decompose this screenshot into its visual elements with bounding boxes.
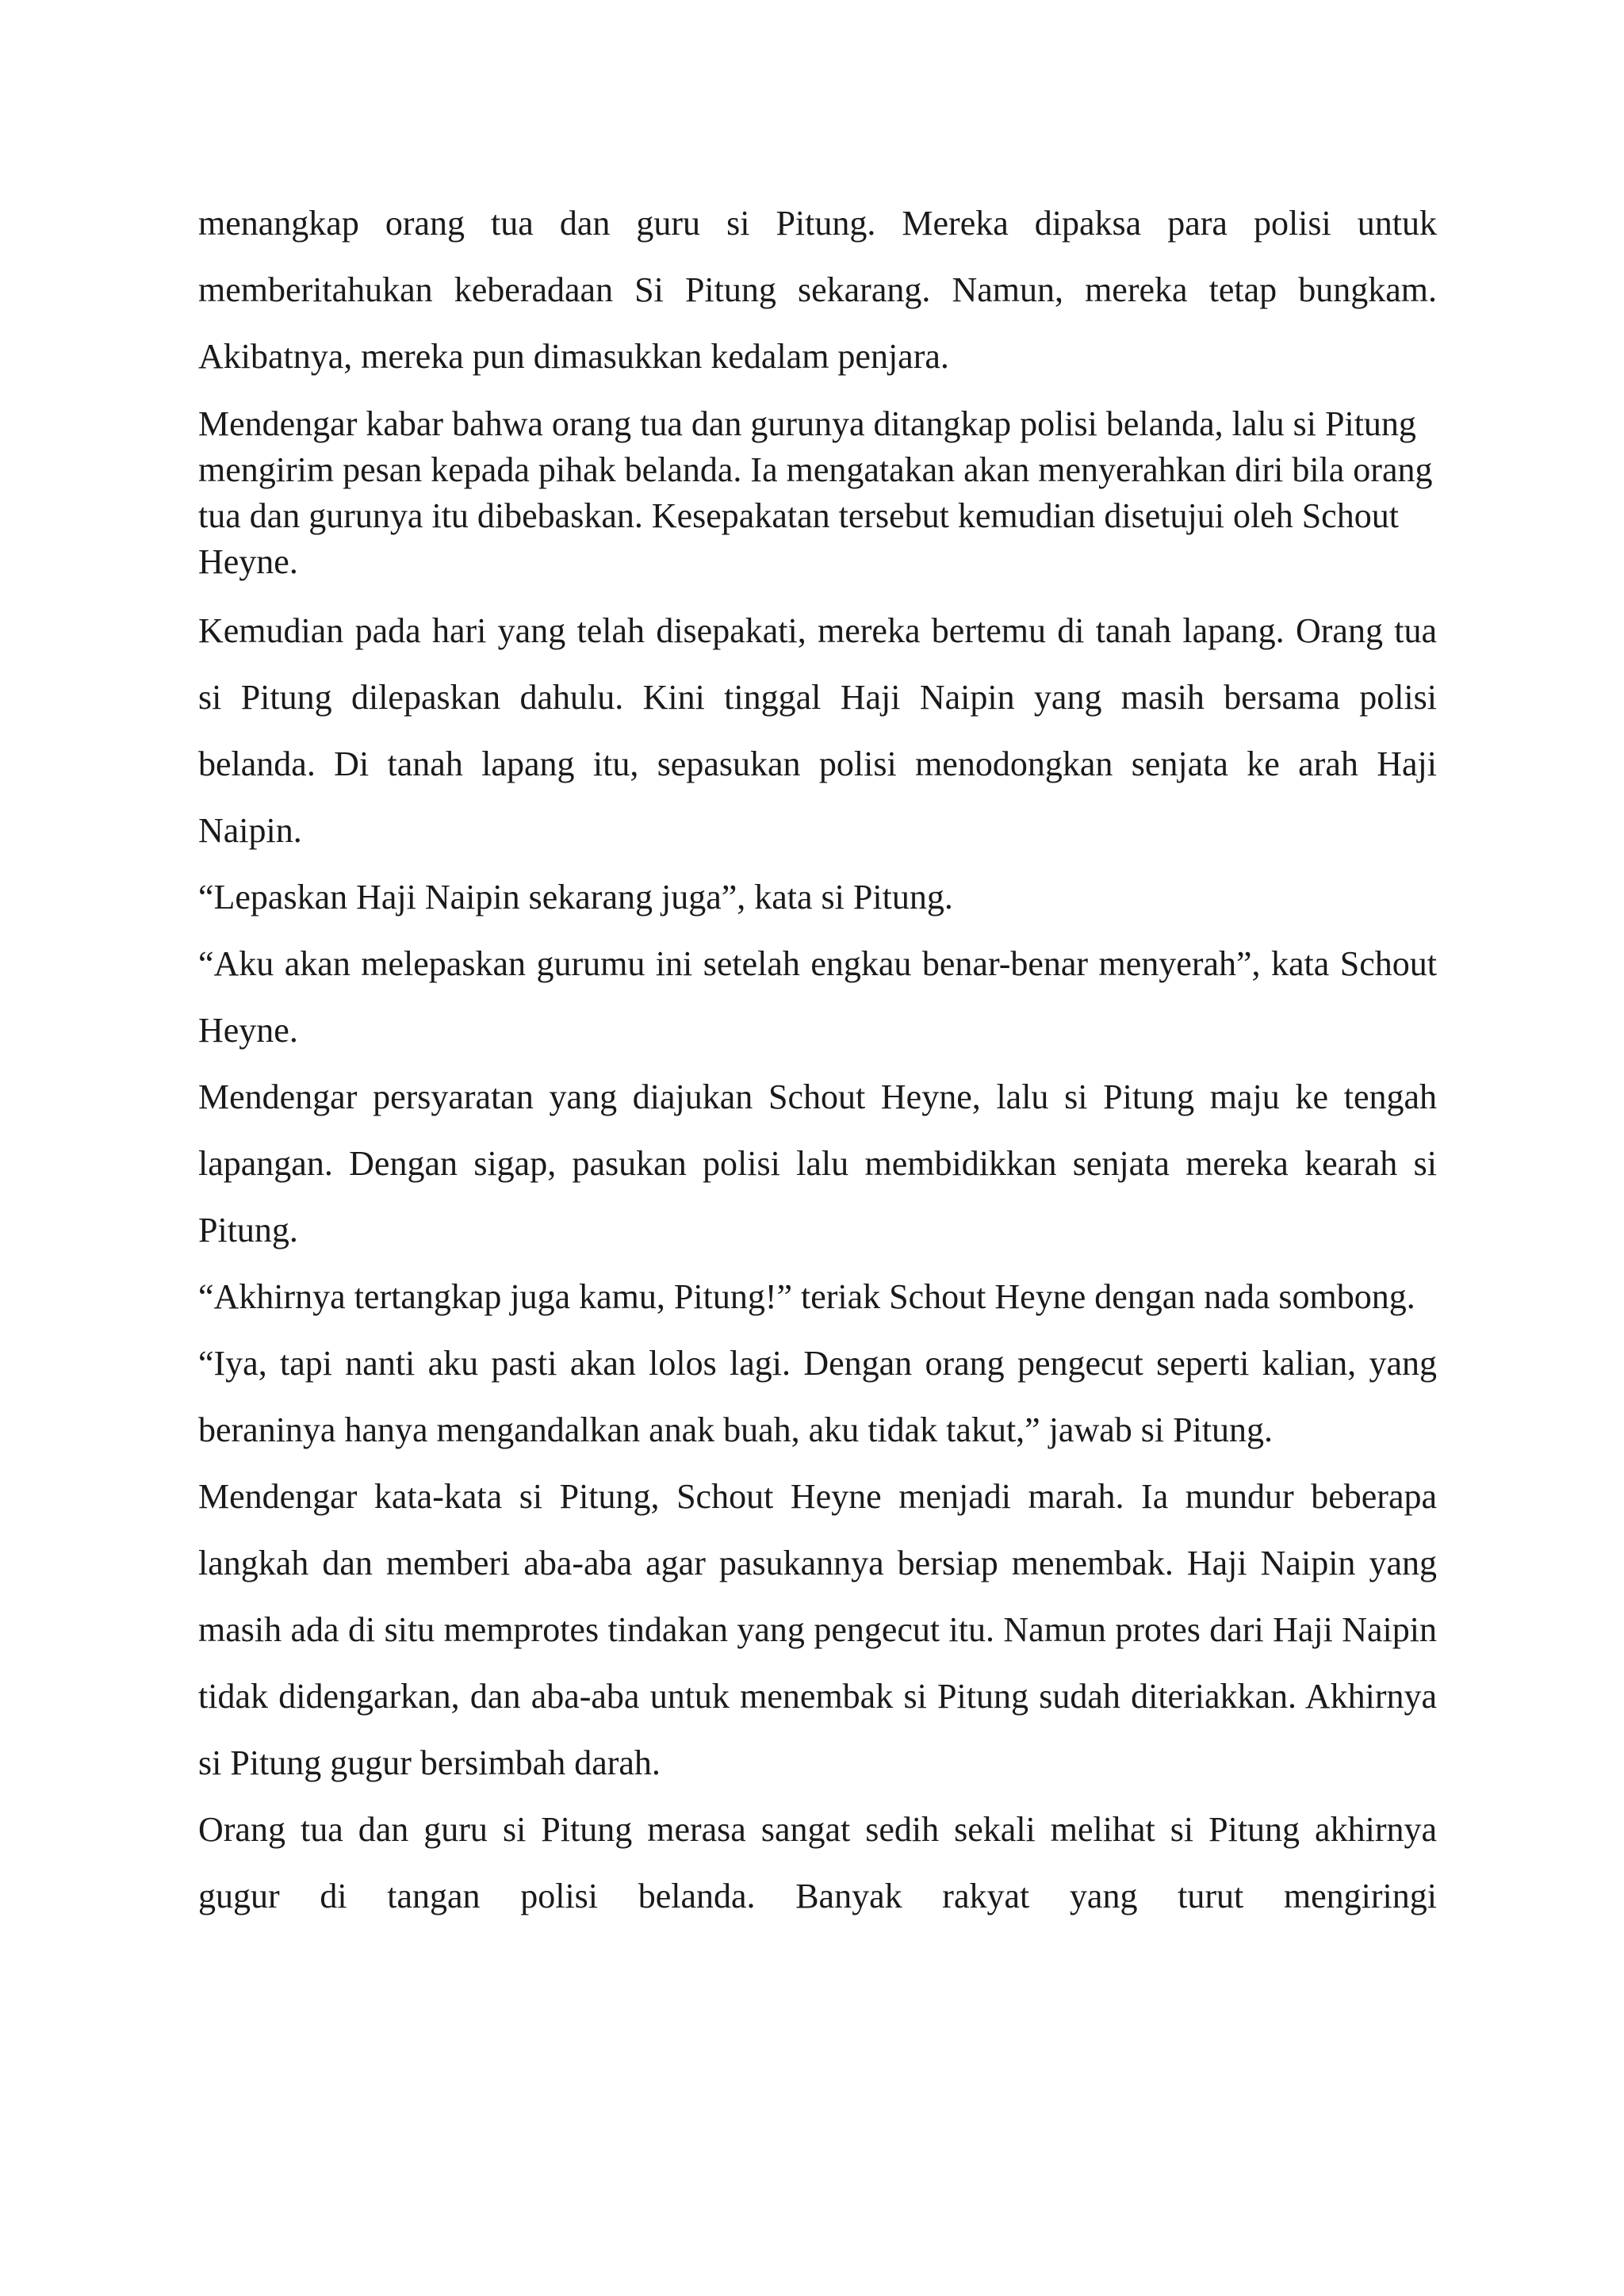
paragraph-4: “Lepaskan Haji Naipin sekarang juga”, kata si Pitung. (198, 878, 953, 916)
paragraph-6: Mendengar persyaratan yang diajukan Schout Heyne, lalu si Pitung maju ke tengah lapangan. Dengan sigap, pasukan polisi lalu membidikkan senjata mereka kearah si Pitung. (198, 1077, 1437, 1249)
paragraph-10: Orang tua dan guru si Pitung merasa sangat sedih sekali melihat si Pitung akhirnya gugur di tangan polisi belanda. Banyak rakyat yang turut mengiringi (198, 1810, 1437, 1915)
paragraph-3: Kemudian pada hari yang telah disepakati, mereka bertemu di tanah lapang. Orang tua si Pitung dilepaskan dahulu. Kini tinggal Haji Naipin yang masih bersama polisi belanda. Di tanah lapang itu, sepasukan polisi menodongkan senjata ke arah Haji Naipin. (198, 611, 1437, 850)
paragraph-1: menangkap orang tua dan guru si Pitung. Mereka dipaksa para polisi untuk memberitahukan keberadaan Si Pitung sekarang. Namun, mereka tetap bungkam. Akibatnya, mereka pun dimasukkan kedalam penjara. (198, 204, 1437, 376)
paragraph-5: “Aku akan melepaskan gurumu ini setelah engkau benar-benar menyerah”, kata Schout Heyne. (198, 944, 1437, 1050)
paragraph-9: Mendengar kata-kata si Pitung, Schout Heyne menjadi marah. Ia mundur beberapa langkah dan memberi aba-aba agar pasukannya bersiap menembak. Haji Naipin yang masih ada di situ memprotes tindakan yang pengecut itu. Namun protes dari Haji Naipin tidak didengarkan, dan aba-aba untuk menembak si Pitung sudah diteriakkan. Akhirnya si Pitung gugur bersimbah darah. (198, 1477, 1437, 1782)
paragraph-2: Mendengar kabar bahwa orang tua dan gurunya ditangkap polisi belanda, lalu si Pitung mengirim pesan kepada pihak belanda. Ia mengatakan akan menyerahkan diri bila orang tua dan gurunya itu dibebaskan. Kesepakatan tersebut kemudian disetujui oleh Schout Heyne. (198, 404, 1433, 581)
paragraph-7: “Akhirnya tertangkap juga kamu, Pitung!” teriak Schout Heyne dengan nada sombong. (198, 1277, 1415, 1316)
paragraph-8: “Iya, tapi nanti aku pasti akan lolos lagi. Dengan orang pengecut seperti kalian, yang beraninya hanya mengandalkan anak buah, aku tidak takut,” jawab si Pitung. (198, 1344, 1437, 1449)
document-page (198, 190, 1437, 1930)
